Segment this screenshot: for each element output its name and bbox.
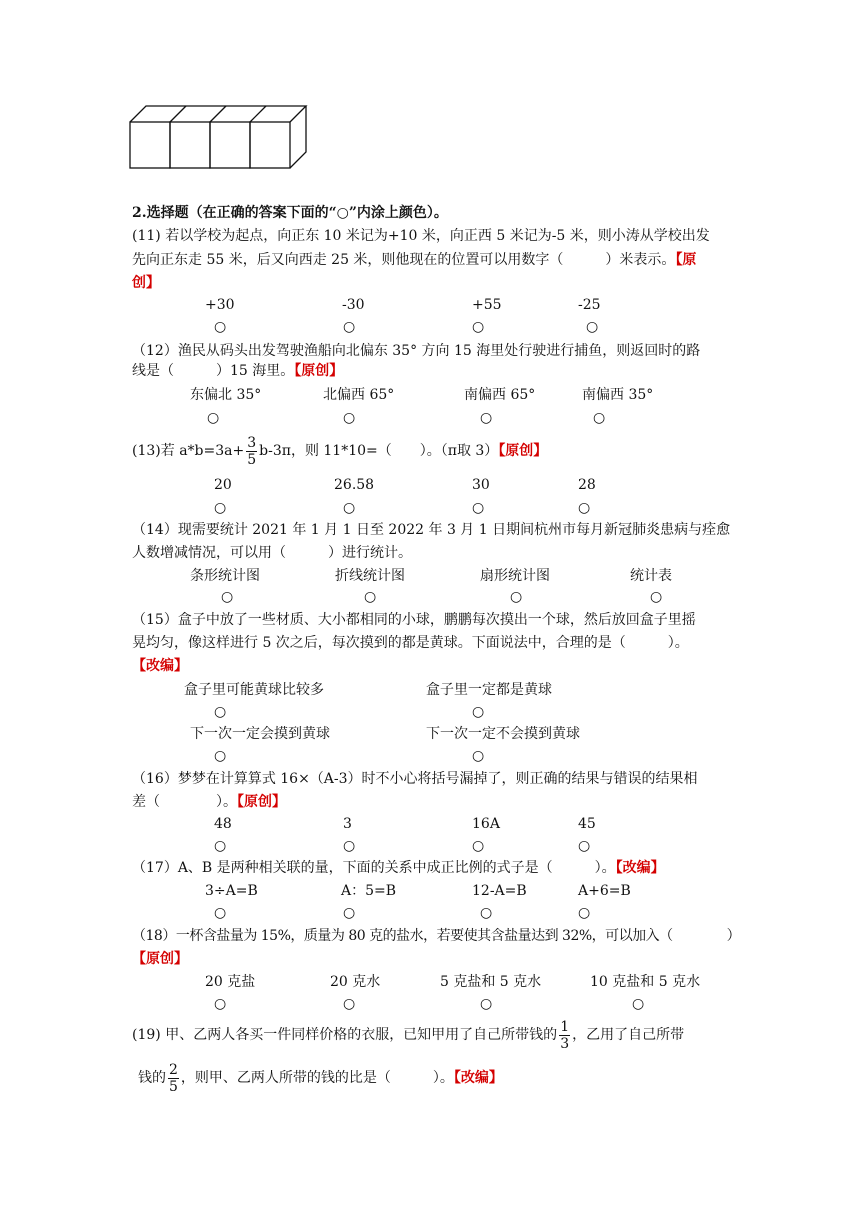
q14-option-1-circle[interactable]: ○ — [221, 589, 234, 605]
q17-option-1-circle[interactable]: ○ — [214, 905, 227, 921]
q11-option-1: +30 — [205, 297, 235, 313]
q11-option-4: -25 — [578, 297, 601, 313]
q12-option-1: 东偏北 35° — [190, 387, 262, 403]
q12-option-1-circle[interactable]: ○ — [207, 410, 220, 426]
q14-option-2-circle[interactable]: ○ — [364, 589, 377, 605]
cube-side — [290, 106, 306, 168]
cube-front-1 — [130, 122, 170, 168]
q19-line2: 钱的 $\frac{2}{5}$ ，则甲、乙两人所带的钱的比是（ ）。【改编】 — [138, 1061, 503, 1095]
q13-option-1: 20 — [214, 477, 232, 493]
cube-front-2 — [170, 122, 210, 168]
q13-option-4: 28 — [578, 477, 596, 493]
q16-option-4-circle[interactable]: ○ — [578, 838, 591, 854]
cube-front-3 — [210, 122, 250, 168]
q15-option-3-circle[interactable]: ○ — [214, 748, 227, 764]
q18-option-4: 10 克盐和 5 克水 — [590, 974, 701, 990]
q11-option-2-circle[interactable]: ○ — [343, 319, 356, 335]
q14-line1: （14）现需要统计 2021 年 1 月 1 日至 2022 年 3 月 1 日期间杭州市每月新冠肺炎患病与痊愈 — [132, 522, 731, 538]
q17-option-3: 12-A=B — [472, 883, 527, 899]
q12-option-2: 北偏西 65° — [323, 387, 395, 403]
q11-option-2: -30 — [342, 297, 365, 313]
q13-option-2-circle[interactable]: ○ — [343, 500, 356, 516]
q12-option-3: 南偏西 65° — [464, 387, 536, 403]
q16-option-2-circle[interactable]: ○ — [343, 838, 356, 854]
q19-fraction-1: $\frac{1}{3}$ — [560, 1018, 570, 1052]
q15-option-1: 盒子里可能黄球比较多 — [184, 682, 324, 698]
q16-tag: 【原创】 — [237, 794, 286, 810]
q15-option-2-circle[interactable]: ○ — [472, 704, 485, 720]
q19-line1: (19) 甲、乙两人各买一件同样价格的衣服，已知甲用了自己所带钱的 $\frac{1}{3}$ ，乙用了自己所带 — [132, 1018, 685, 1052]
q16-option-2: 3 — [343, 816, 352, 832]
q16-option-1-circle[interactable]: ○ — [214, 838, 227, 854]
q13-option-3-circle[interactable]: ○ — [472, 500, 485, 516]
q16-option-4: 45 — [578, 816, 596, 832]
q14-option-3-circle[interactable]: ○ — [510, 589, 523, 605]
q11-option-1-circle[interactable]: ○ — [214, 319, 227, 335]
q11-tag: 【原 — [675, 252, 697, 268]
q17-option-1: 3÷A=B — [205, 883, 258, 899]
q12-tag: 【原创】 — [294, 363, 344, 379]
q16-option-3: 16A — [472, 816, 500, 832]
q13-fraction: $\frac{3}{5}$ — [247, 434, 257, 468]
q15-line1: （15）盒子中放了一些材质、大小都相同的小球，鹏鹏每次摸出一个球，然后放回盒子里摇 — [132, 612, 696, 628]
q15-option-1-circle[interactable]: ○ — [214, 704, 227, 720]
q15-line2: 晃均匀，像这样进行 5 次之后，每次摸到的都是黄球。下面说法中，合理的是（ ）。 — [132, 635, 689, 651]
q13-line: (13)若 a*b=3a+ $\frac{3}{5}$ b-3π，则 11*10=（ ）。（π取 3）【原创】 — [132, 434, 548, 468]
q13-tag: 【原创】 — [498, 443, 548, 459]
cube-front-4 — [250, 122, 290, 168]
q18-option-1-circle[interactable]: ○ — [214, 996, 227, 1012]
q14-option-4: 统计表 — [630, 568, 672, 584]
q17-line1: （17）A、B 是两种相关联的量，下面的关系中成正比例的式子是（ ）。【改编】 — [132, 860, 665, 876]
q11-option-3: +55 — [472, 297, 502, 313]
q15-option-4-circle[interactable]: ○ — [472, 748, 485, 764]
q19-fraction-2: $\frac{2}{5}$ — [169, 1061, 178, 1095]
section-heading: 2.选择题（在正确的答案下面的“○”内涂上颜色）。 — [132, 205, 448, 221]
q12-option-4: 南偏西 35° — [582, 387, 654, 403]
q12-line1: （12）渔民从码头出发驾驶渔船向北偏东 35° 方向 15 海里处行驶进行捕鱼，则返回时的路 — [132, 343, 701, 359]
q17-tag: 【改编】 — [615, 860, 665, 876]
q17-option-4: A+6=B — [578, 883, 631, 899]
q18-option-4-circle[interactable]: ○ — [632, 996, 645, 1012]
q11-line1: (11) 若以学校为起点，向正东 10 米记为+10 米，向正西 5 米记为-5 米，则小涛从学校出发 — [132, 228, 710, 244]
q18-option-3: 5 克盐和 5 克水 — [440, 974, 542, 990]
q14-option-2: 折线统计图 — [335, 568, 405, 584]
q12-option-4-circle[interactable]: ○ — [593, 410, 606, 426]
q14-option-3: 扇形统计图 — [480, 568, 550, 584]
q13-option-3: 30 — [472, 477, 490, 493]
q15-tag: 【改编】 — [132, 658, 188, 674]
q18-option-3-circle[interactable]: ○ — [480, 996, 493, 1012]
q12-option-3-circle[interactable]: ○ — [480, 410, 493, 426]
q18-option-2: 20 克水 — [330, 974, 381, 990]
q17-option-3-circle[interactable]: ○ — [480, 905, 493, 921]
q12-option-2-circle[interactable]: ○ — [343, 410, 356, 426]
q12-line2: 线是（ ）15 海里。【原创】 — [132, 363, 344, 379]
q16-option-3-circle[interactable]: ○ — [472, 838, 485, 854]
q18-tag: 【原创】 — [132, 951, 188, 967]
q15-option-2: 盒子里一定都是黄球 — [426, 682, 552, 698]
q15-option-4: 下一次一定不会摸到黄球 — [426, 726, 580, 742]
q18-option-2-circle[interactable]: ○ — [343, 996, 356, 1012]
q16-option-1: 48 — [214, 816, 232, 832]
q17-option-2: A：5=B — [341, 883, 397, 899]
q17-option-2-circle[interactable]: ○ — [343, 905, 356, 921]
q11-option-3-circle[interactable]: ○ — [472, 319, 485, 335]
q16-line2: 差（ ）。【原创】 — [132, 794, 286, 810]
q11-option-4-circle[interactable]: ○ — [586, 319, 599, 335]
q14-option-4-circle[interactable]: ○ — [650, 589, 663, 605]
q13-option-1-circle[interactable]: ○ — [214, 500, 227, 516]
q16-line1: （16）梦梦在计算算式 16×（A-3）时不小心将括号漏掉了，则正确的结果与错误的结果相 — [132, 771, 698, 787]
q13-option-2: 26.58 — [334, 477, 375, 493]
q18-line1: （18）一杯含盐量为 15%，质量为 80 克的盐水，若要使其含盐量达到 32%，可以加入（ ） — [132, 928, 741, 944]
q14-option-1: 条形统计图 — [190, 568, 260, 584]
q11-tag-cont: 创】 — [132, 275, 160, 291]
cube-row-figure — [128, 104, 312, 170]
q19-tag: 【改编】 — [453, 1070, 503, 1086]
q15-option-3: 下一次一定会摸到黄球 — [190, 726, 330, 742]
q18-option-1: 20 克盐 — [205, 974, 256, 990]
q13-option-4-circle[interactable]: ○ — [578, 500, 591, 516]
q11-line2: 先向正东走 55 米，后又向西走 25 米，则他现在的位置可以用数字（ ）米表示。【原 — [132, 252, 697, 268]
q17-option-4-circle[interactable]: ○ — [578, 905, 591, 921]
q14-line2: 人数增减情况，可以用（ ）进行统计。 — [132, 545, 412, 561]
